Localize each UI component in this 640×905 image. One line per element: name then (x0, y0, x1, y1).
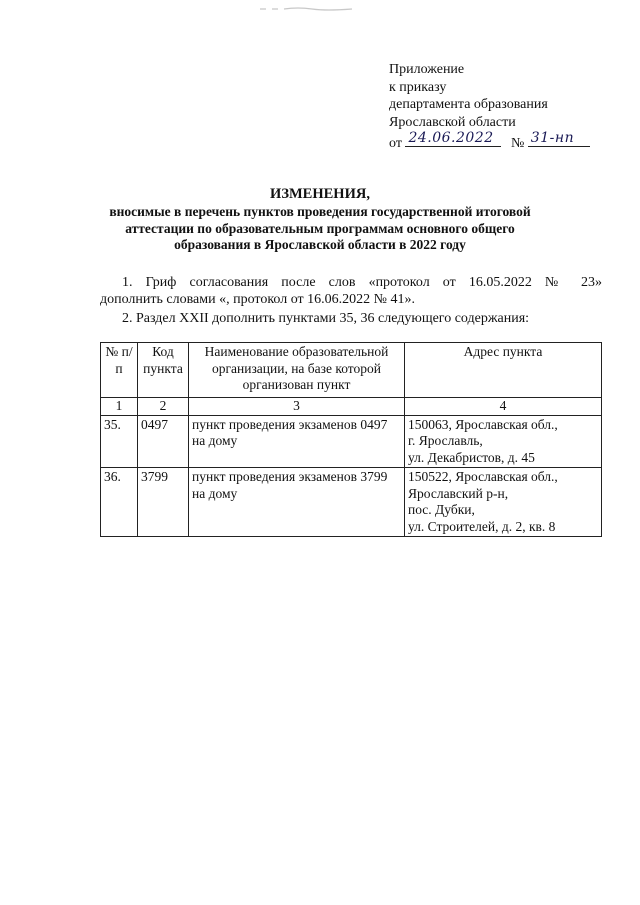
column-number-cell: 4 (405, 398, 602, 416)
appendix-block (389, 61, 590, 153)
row-code: 0497 (138, 415, 189, 468)
appendix-line: департамента образования (389, 97, 548, 112)
address-line: 150522, Ярославская обл., (408, 469, 558, 484)
appendix-line: к приказу (389, 79, 447, 95)
address-line: 150063, Ярославская обл., (408, 416, 558, 432)
column-number-cell: 3 (189, 398, 405, 416)
document-heading (0, 185, 640, 254)
exam-points-table (100, 342, 602, 537)
address-line: ул. Строителей, д. 2, кв. 8 (408, 518, 556, 534)
address-line: г. Ярославль, (408, 433, 483, 448)
appendix-line: Ярославской области (389, 114, 516, 130)
paragraph-1 (100, 274, 602, 308)
table-header-row (101, 343, 602, 398)
address-line: пос. Дубки, (408, 502, 475, 517)
row-address (405, 415, 602, 468)
document-subtitle-line: вносимые в перечень пунктов проведения государственной итоговой (109, 204, 531, 219)
row-number: 36. (101, 468, 138, 537)
address-line: ул. Декабристов, д. 45 (408, 449, 535, 465)
column-number-row (101, 398, 602, 416)
paragraph-1-line-1: 1. Гриф согласования после слов «протокол от 16.05.2022 № 23» (122, 275, 602, 290)
row-organization: пункт проведения экзаменов 0497 на дому (189, 415, 405, 468)
column-number-cell: 2 (138, 398, 189, 416)
table-row (101, 415, 602, 468)
date-prefix: от (389, 136, 402, 151)
column-number-cell: 1 (101, 398, 138, 416)
date-signature-line (405, 131, 501, 147)
document-title: ИЗМЕНЕНИЯ, (270, 186, 370, 202)
header-cell-number: № п/п (101, 343, 138, 398)
header-cell-address: Адрес пункта (405, 343, 602, 398)
paragraph-1-line-2: дополнить словами «, протокол от 16.06.2022 № 41». (100, 292, 416, 307)
number-prefix: № (510, 136, 525, 151)
number-signature-line (528, 131, 590, 147)
address-line: Ярославский р-н, (408, 485, 509, 501)
paragraph-2: 2. Раздел XXII дополнить пунктами 35, 36 следующего содержания: (122, 311, 530, 326)
appendix-line: Приложение (389, 62, 465, 77)
scan-artifact-mark (258, 6, 354, 12)
row-number: 35. (101, 415, 138, 468)
document-subtitle-line: аттестации по образовательным программам основного общего (125, 220, 515, 236)
header-cell-organization: Наименование образовательной организации, на базе которой организован пункт (189, 343, 405, 398)
table-row (101, 468, 602, 537)
row-organization: пункт проведения экзаменов 3799 на дому (189, 468, 405, 537)
handwritten-number: 31-нп (530, 130, 575, 146)
date-number-line (389, 131, 590, 153)
row-code: 3799 (138, 468, 189, 537)
document-subtitle-line: образования в Ярославской области в 2022 году (174, 237, 466, 252)
handwritten-date: 24.06.2022 (408, 130, 494, 146)
row-address (405, 468, 602, 537)
header-cell-code: Код пункта (138, 343, 189, 398)
